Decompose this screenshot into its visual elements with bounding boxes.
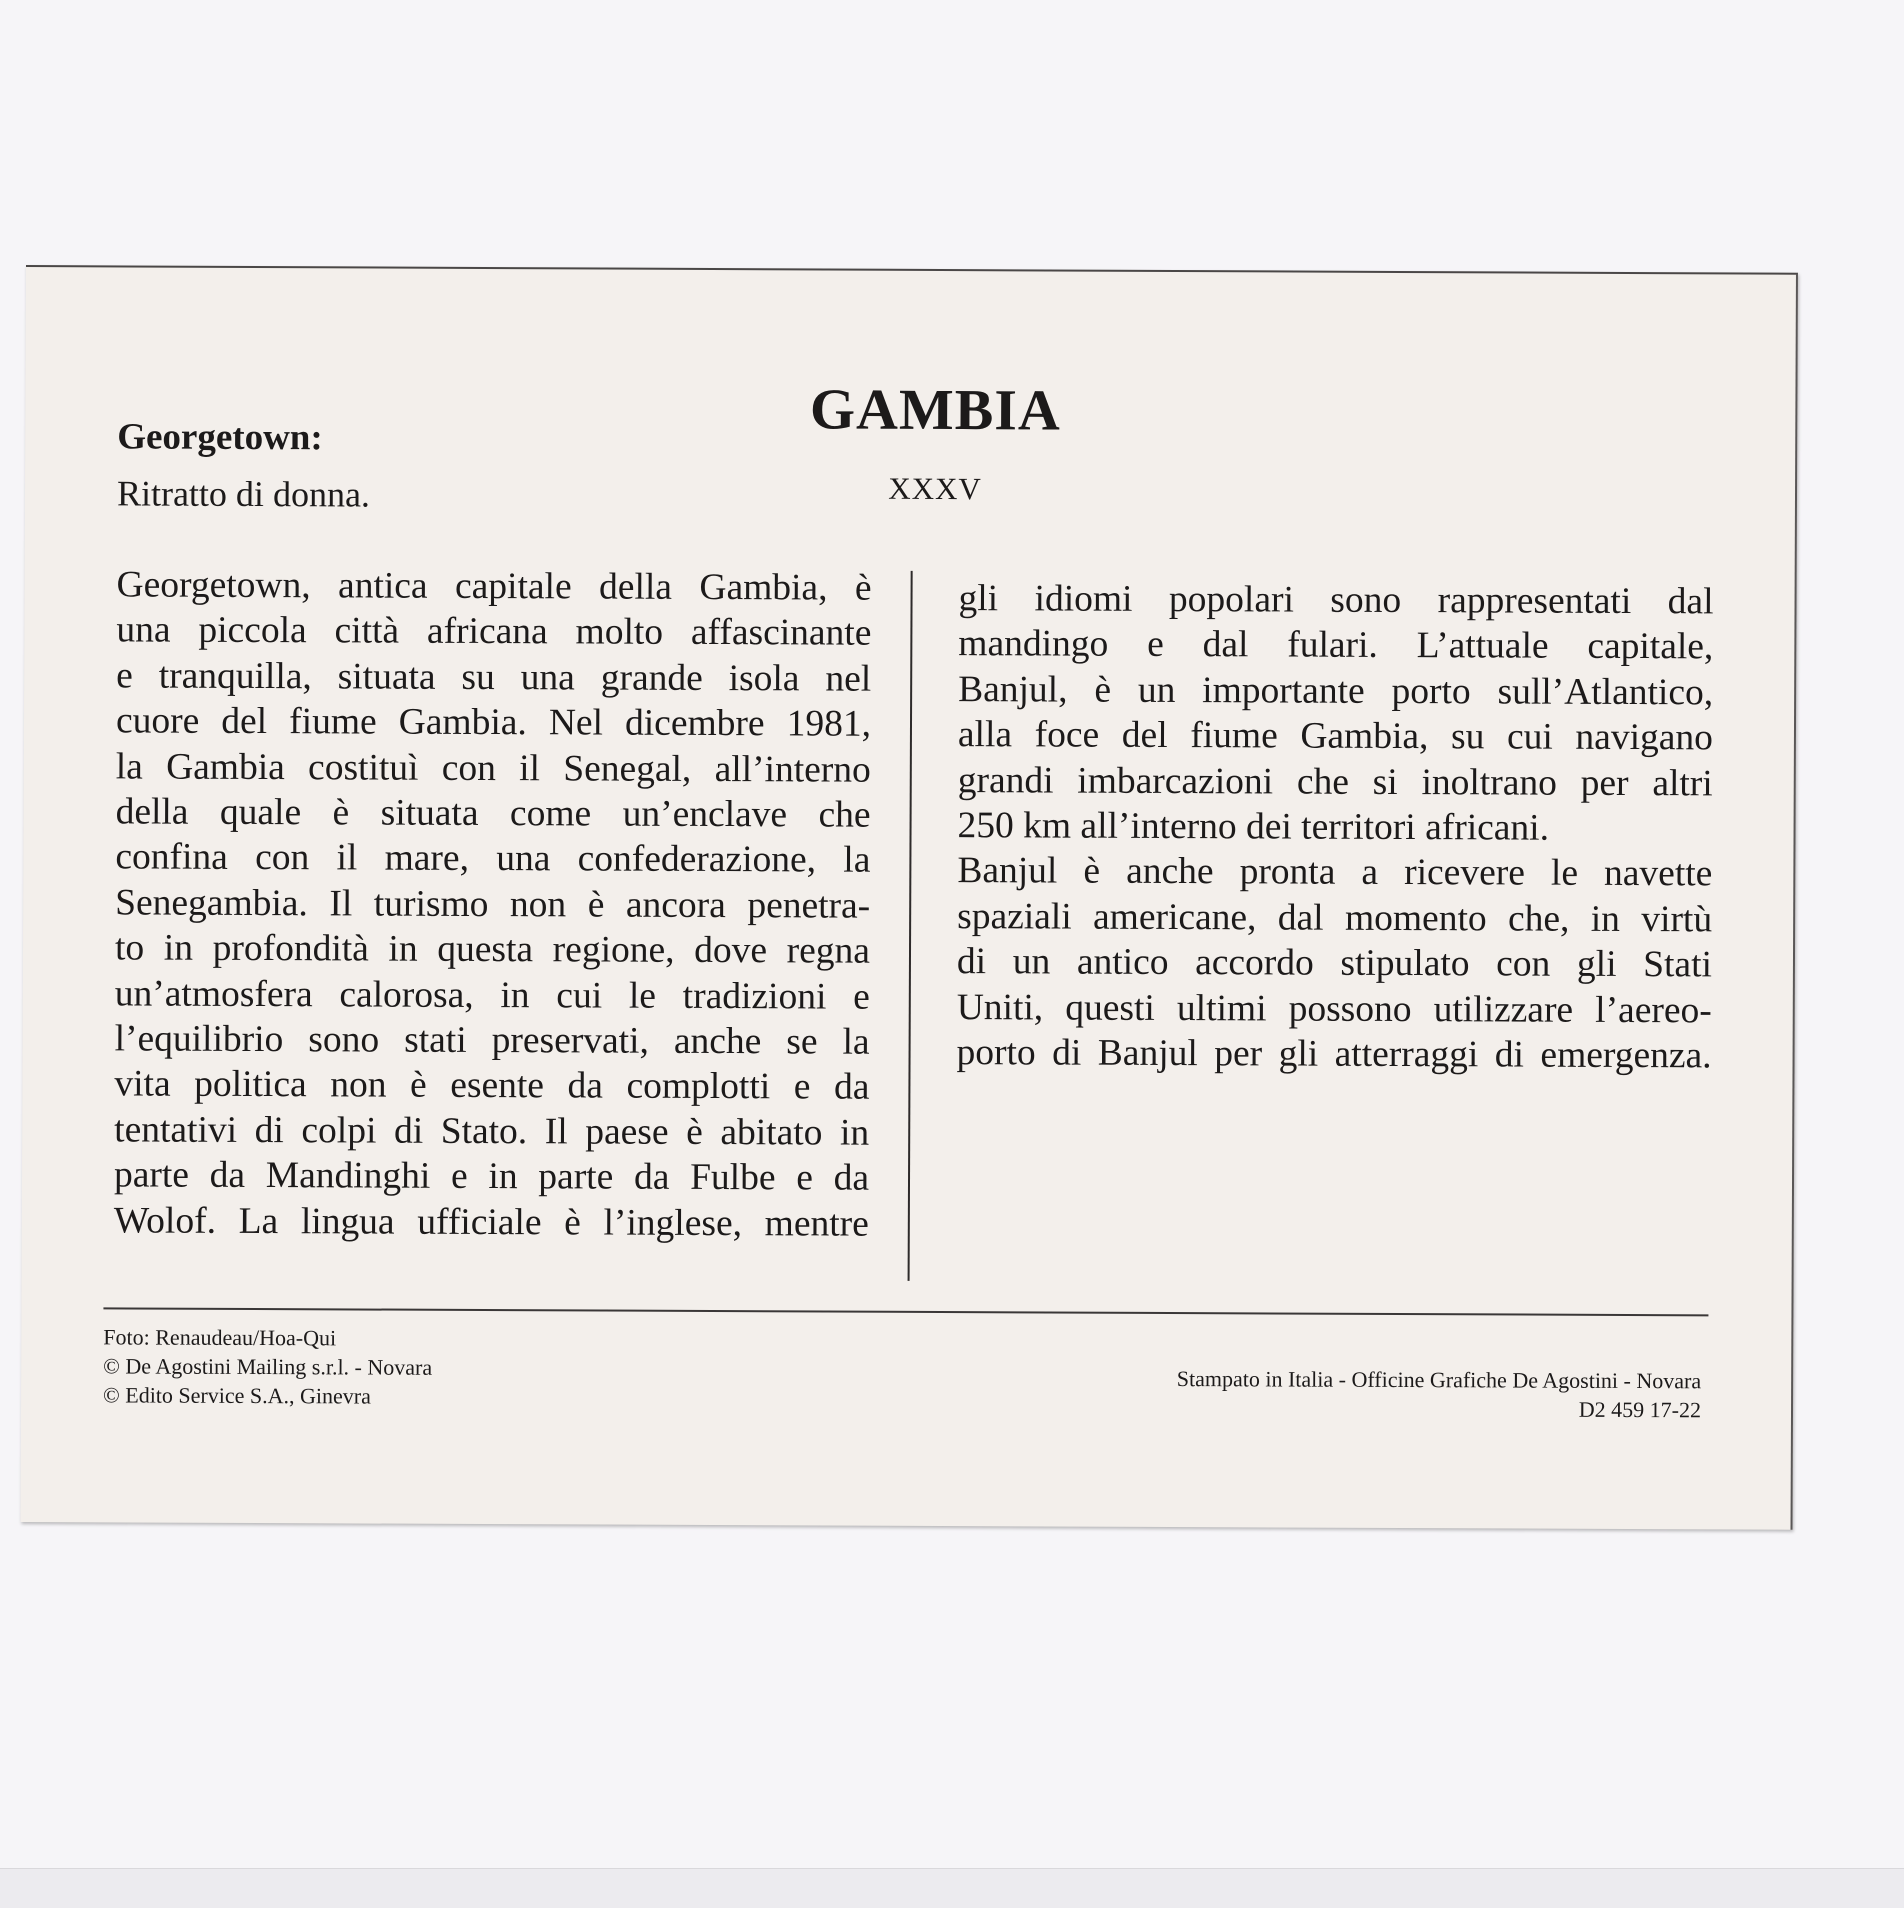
body-line: spaziali americane, dal momento che, in virtù xyxy=(957,895,1713,941)
body-line: tentativi di colpi di Stato. Il paese è abitato in xyxy=(114,1109,870,1154)
printer-info xyxy=(1177,1364,1702,1424)
body-line: alla foce del fiume Gambia, su cui navigano xyxy=(957,714,1714,759)
body-line: Senegambia. Il turismo non è ancora penetra- xyxy=(115,882,871,927)
photo-credit: Foto: Renaudeau/Hoa-Qui xyxy=(103,1324,337,1351)
photo-credits xyxy=(103,1322,432,1410)
body-line: un’atmosfera calorosa, in cui le tradizioni e xyxy=(114,973,870,1018)
body-line: parte da Mandinghi e in parte da Fulbe e da xyxy=(113,1154,870,1199)
body-line: to in profondità in questa regione, dove regna xyxy=(114,927,871,972)
body-line: Uniti, questi ultimi possono utilizzare l’aereo- xyxy=(956,986,1712,1032)
body-line: e tranquilla, situata su una grande isola nel xyxy=(116,655,872,700)
body-line: confina con il mare, una confederazione, la xyxy=(115,836,871,882)
copyright-line: © De Agostini Mailing s.r.l. - Novara xyxy=(103,1353,433,1380)
column-divider xyxy=(908,571,913,1281)
body-line: porto di Banjul per gli atterraggi di emergenza. xyxy=(956,1032,1712,1077)
plate-number: XXXV xyxy=(888,470,982,507)
body-line: la Gambia costituì con il Senegal, all’interno xyxy=(115,746,871,791)
body-line: della quale è situata come un’enclave che xyxy=(115,791,871,836)
body-line: Georgetown, antica capitale della Gambia, è xyxy=(116,564,872,609)
footer-divider xyxy=(103,1307,1708,1316)
body-line: cuore del fiume Gambia. Nel dicembre 1981, xyxy=(115,700,872,745)
body-line: di un antico accordo stipulato con gli Stati xyxy=(956,941,1713,986)
caption-description: Ritratto di donna. xyxy=(116,473,371,515)
printer-line: Stampato in Italia - Officine Grafiche De Agostini - Novara xyxy=(1176,1366,1702,1394)
body-line: l’equilibrio sono stati preservati, anche se la xyxy=(114,1018,870,1063)
body-line: una piccola città africana molto affascinante xyxy=(116,609,872,655)
card-title: GAMBIA xyxy=(809,376,1061,443)
body-line: Banjul, è un importante porto sull’Atlantico, xyxy=(958,668,1714,714)
text-column-right xyxy=(956,576,1713,1079)
copyright-line: © Edito Service S.A., Ginevra xyxy=(103,1382,371,1409)
body-line: Wolof. La lingua ufficiale è l’inglese, mentre xyxy=(113,1200,869,1245)
text-column-left xyxy=(114,562,872,1246)
body-line: mandingo e dal fulari. L’attuale capitale, xyxy=(958,623,1714,668)
body-line: Banjul è anche pronta a ricevere le navette xyxy=(957,850,1713,895)
body-line: grandi imbarcazioni che si inoltrano per altri xyxy=(957,759,1713,804)
scan-edge xyxy=(0,1868,1904,1908)
body-line: gli idiomi popolari sono rappresentati dal xyxy=(958,578,1714,623)
body-line: 250 km all’interno dei territori africani. xyxy=(957,805,1550,849)
caption-place: Georgetown: xyxy=(117,416,323,459)
product-code: D2 459 17-22 xyxy=(1578,1396,1702,1423)
body-line: vita politica non è esente da complotti e da xyxy=(114,1063,870,1109)
postcard-back xyxy=(21,265,1798,1530)
